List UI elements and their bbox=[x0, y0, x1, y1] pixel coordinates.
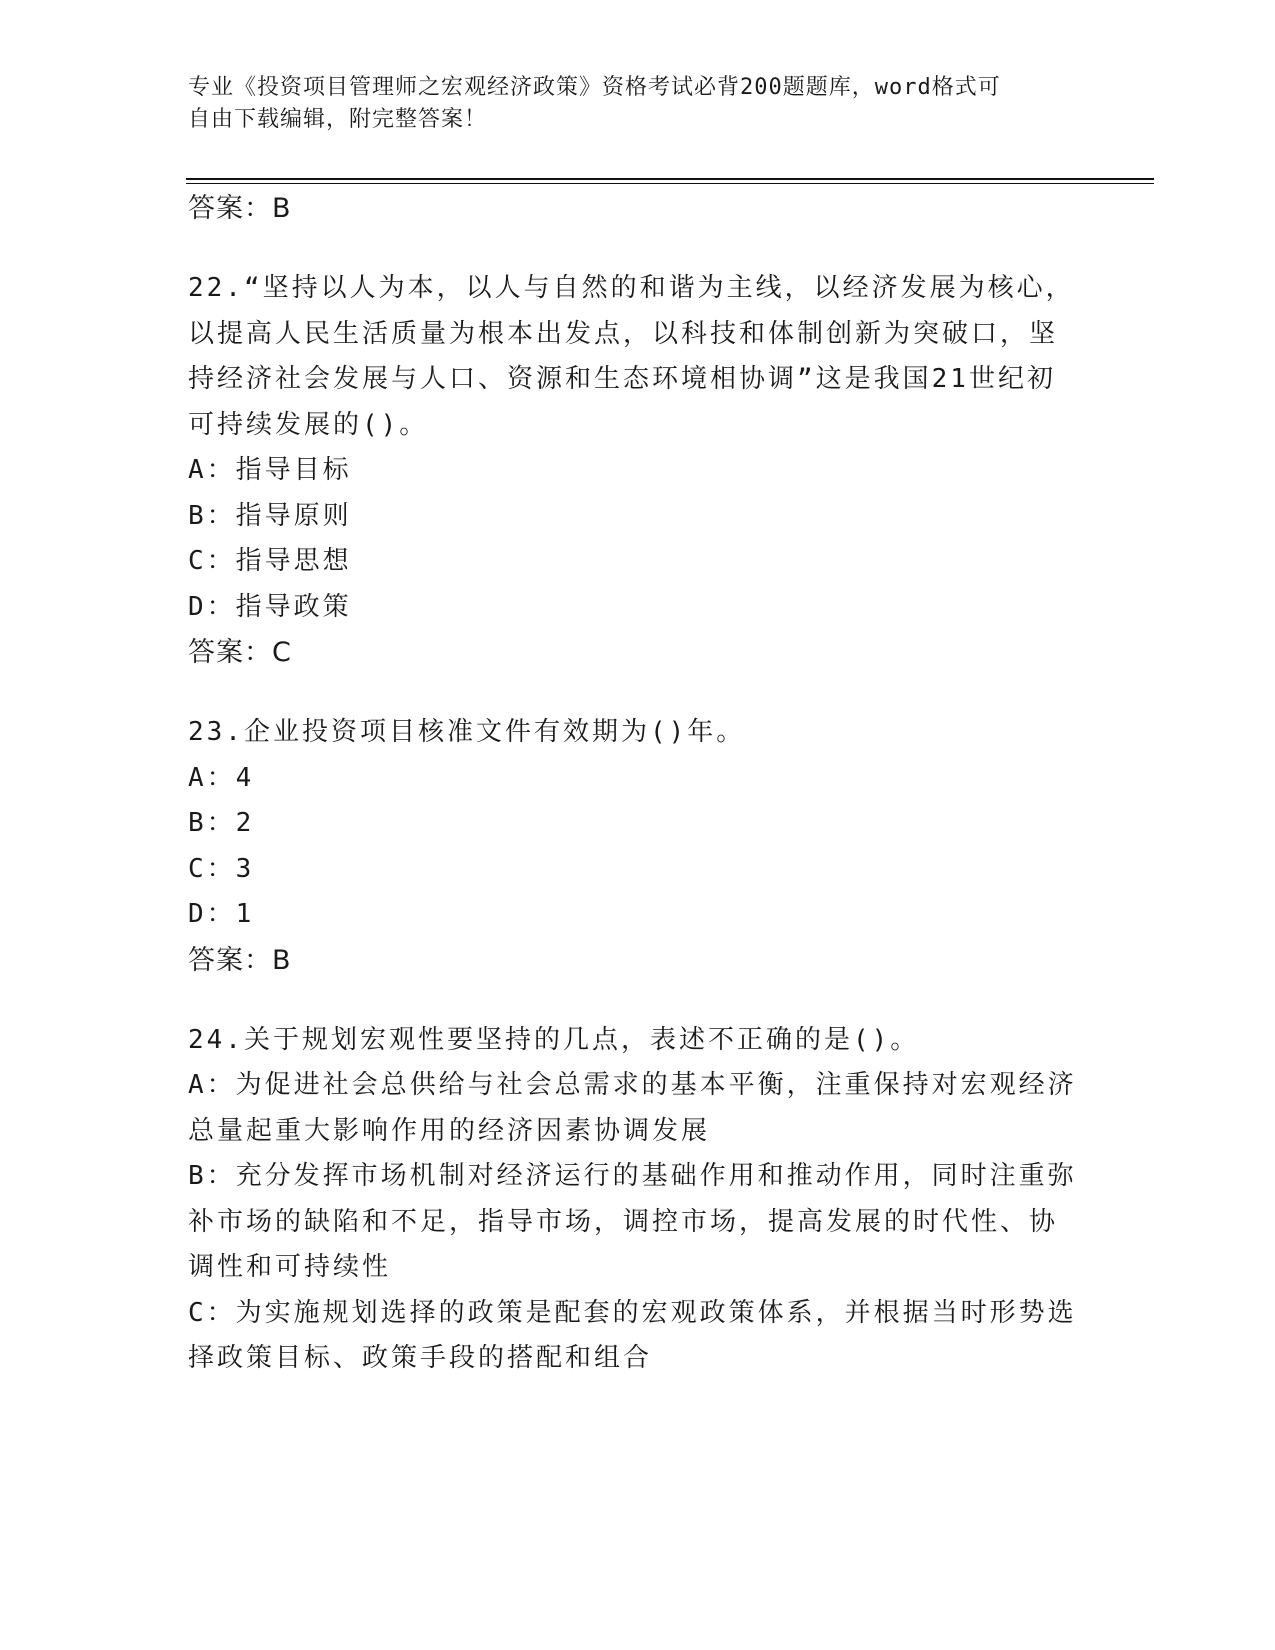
option-a: A：为促进社会总供给与社会总需求的基本平衡，注重保持对宏观经济 bbox=[188, 1070, 1077, 1100]
question-text-line: 23.企业投资项目核准文件有效期为()年。 bbox=[188, 717, 746, 747]
option-b-continued: 补市场的缺陷和不足，指导市场，调控市场，提高发展的时代性、协 bbox=[188, 1206, 1059, 1237]
question-text-line: 22.“坚持以人为本，以人与自然的和谐为主线，以经济发展为核心， bbox=[188, 273, 1075, 303]
option-c: C：为实施规划选择的政策是配套的宏观政策体系，并根据当时形势选 bbox=[188, 1297, 1077, 1328]
header-line: 专业《投资项目管理师之宏观经济政策》资格考试必背200题题库，word格式可 bbox=[188, 75, 1001, 100]
option-a: A：指导目标 bbox=[188, 455, 352, 485]
option-a: A：4 bbox=[188, 762, 255, 793]
answer-line: 答案：B bbox=[188, 193, 292, 224]
question-22 bbox=[188, 266, 1088, 676]
option-d: D：1 bbox=[188, 899, 255, 929]
option-c-continued: 择政策目标、政策手段的搭配和组合 bbox=[188, 1343, 653, 1373]
option-b: B：指导原则 bbox=[188, 500, 352, 531]
header-line: 自由下载编辑，附完整答案！ bbox=[188, 107, 488, 132]
question-content bbox=[188, 186, 1088, 1382]
question-text-line: 24.关于规划宏观性要坚持的几点，表述不正确的是()。 bbox=[188, 1024, 920, 1055]
question-text-line: 可持续发展的()。 bbox=[188, 409, 429, 440]
header-divider-thin bbox=[186, 183, 1154, 184]
answer-line: 答案：B bbox=[188, 944, 292, 976]
question-24 bbox=[188, 1018, 1088, 1382]
question-text-line: 持经济社会发展与人口、资源和生态环境相协调”这是我国21世纪初 bbox=[188, 364, 1056, 394]
answer-line: 答案：C bbox=[188, 637, 292, 668]
option-b-continued: 调性和可持续性 bbox=[188, 1252, 392, 1282]
option-b: B：充分发挥市场机制对经济运行的基础作用和推动作用，同时注重弥 bbox=[188, 1161, 1077, 1191]
option-a-continued: 总量起重大影响作用的经济因素协调发展 bbox=[188, 1115, 711, 1146]
question-23 bbox=[188, 710, 1088, 984]
option-c: C：3 bbox=[188, 853, 255, 884]
option-c: C：指导思想 bbox=[188, 546, 352, 576]
option-d: D：指导政策 bbox=[188, 591, 352, 622]
option-b: B：2 bbox=[188, 808, 255, 838]
page-header bbox=[188, 72, 1068, 136]
question-text-line: 以提高人民生活质量为根本出发点，以科技和体制创新为突破口，坚 bbox=[188, 318, 1059, 349]
header-divider bbox=[186, 178, 1154, 180]
